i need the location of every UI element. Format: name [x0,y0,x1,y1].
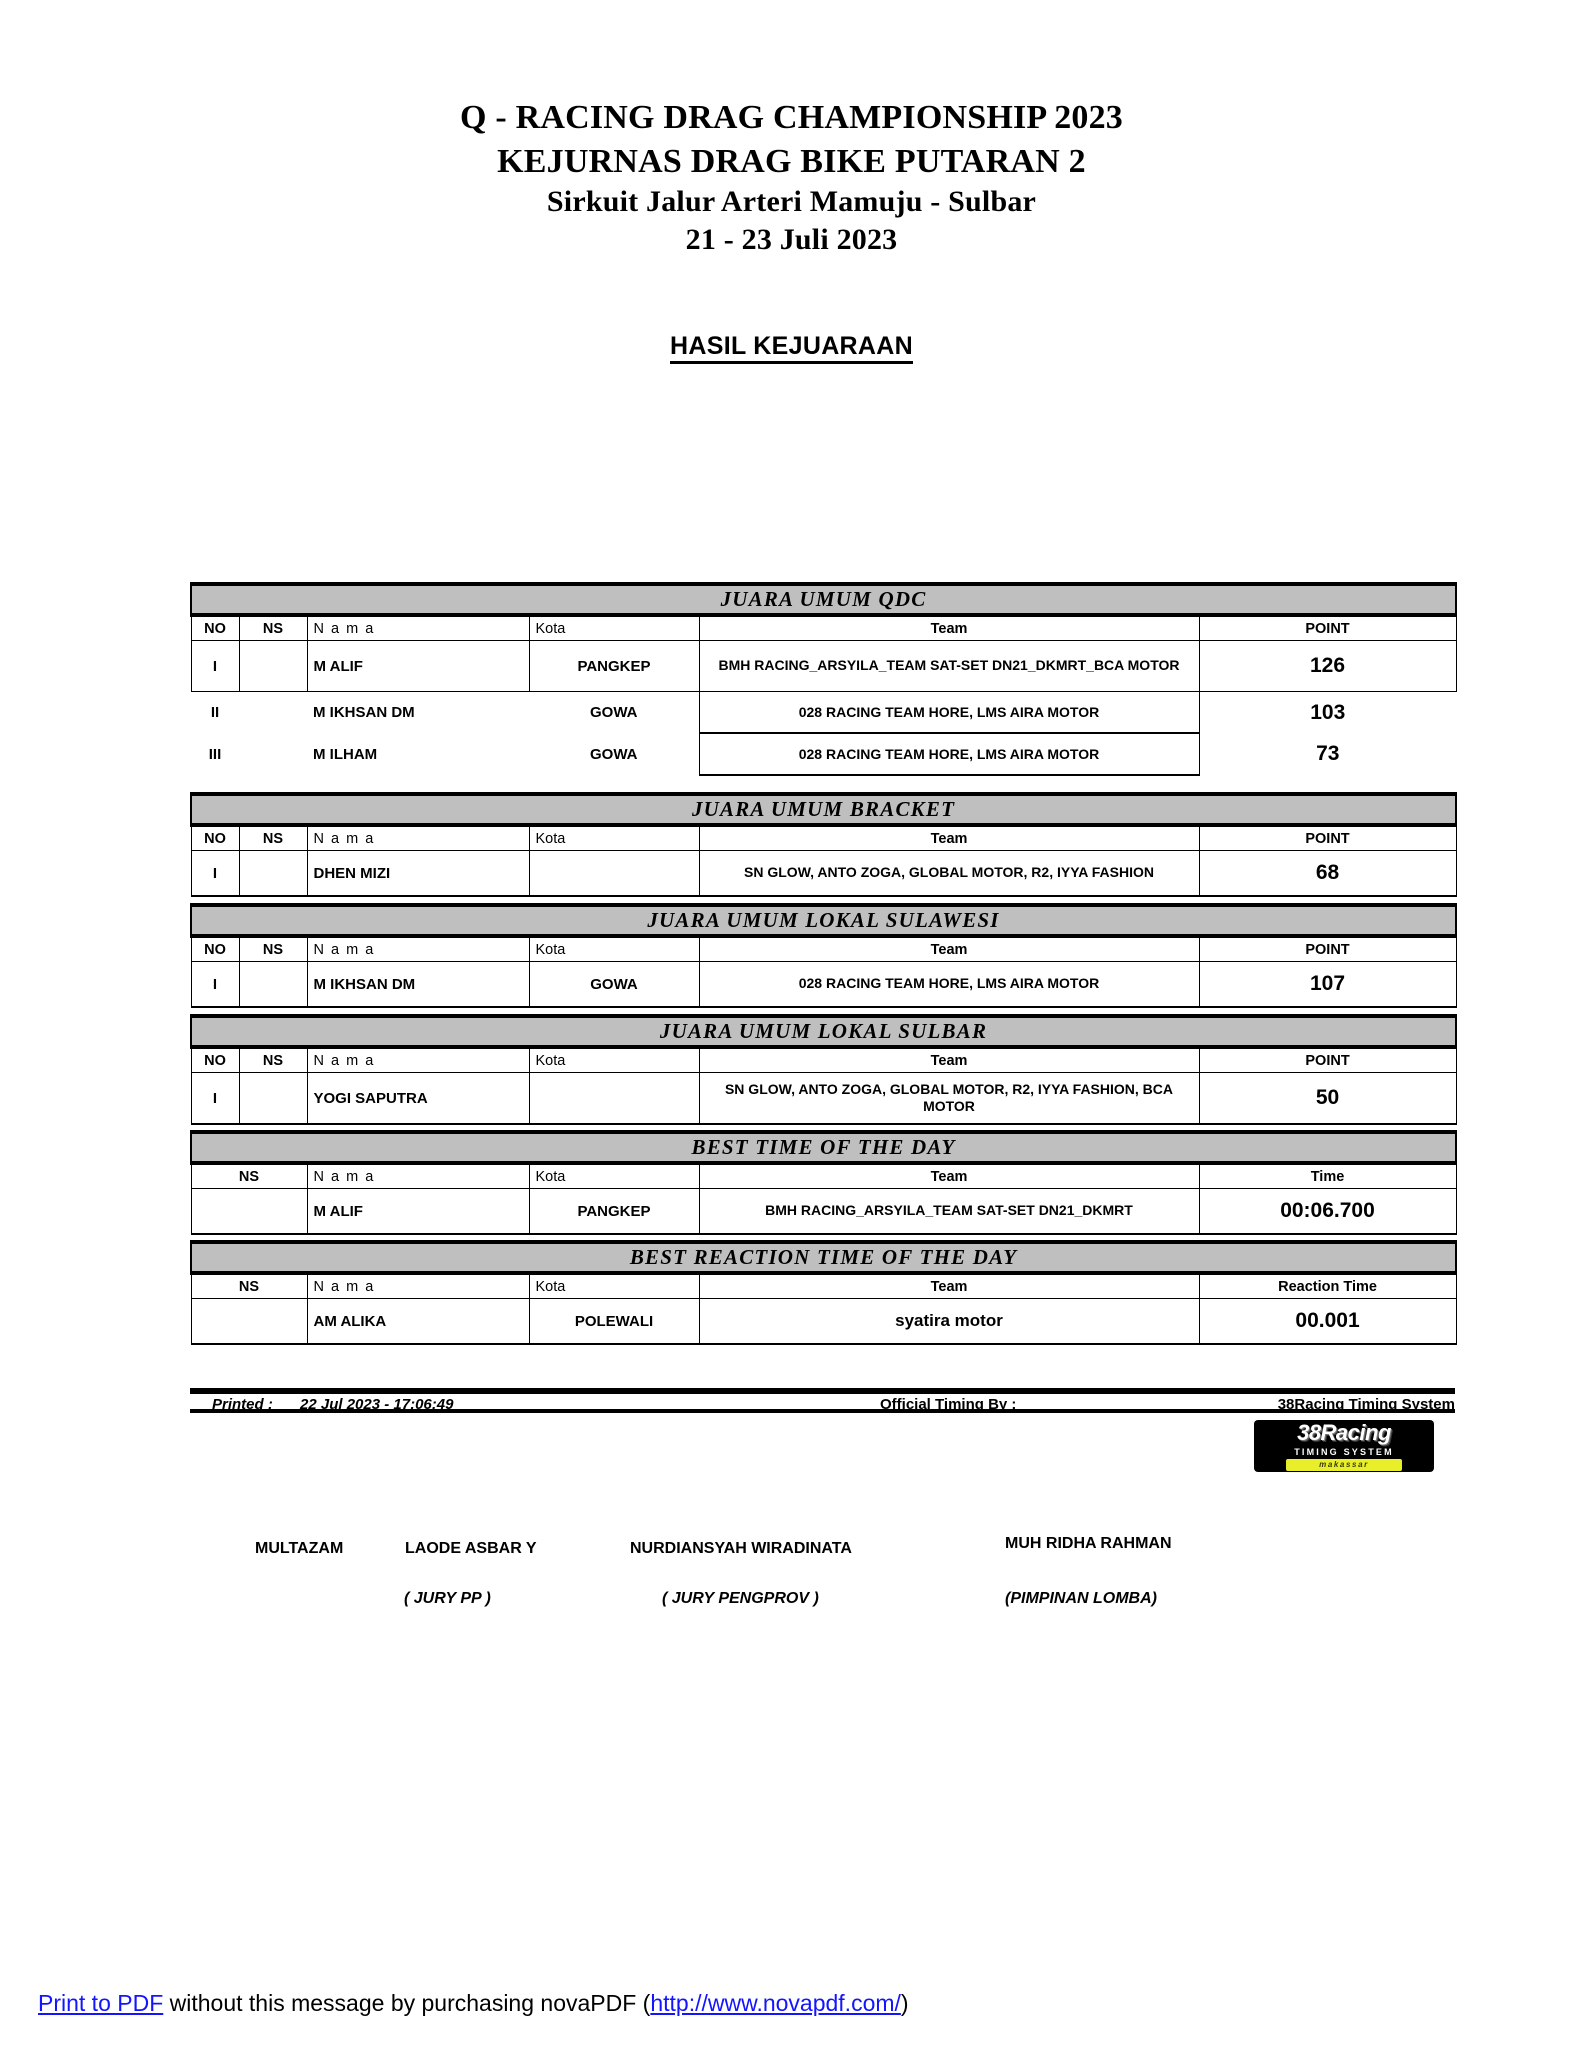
table-best-time-of-the-day [190,1130,1455,1235]
col-header-no: NO [191,936,239,962]
document-title-block [0,96,1583,260]
cell-nama: DHEN MIZI [307,851,529,897]
cell-point: 68 [1199,851,1456,897]
col-header-team: Team [699,1047,1199,1073]
col-header-ns: NS [239,1047,307,1073]
signature-name-pimpinan-lomba: MUH RIDHA RAHMAN [1005,1535,1172,1552]
cell-no: II [210,704,220,721]
cell-ns [239,1073,307,1125]
col-header-time: Time [1199,1163,1456,1189]
table-juara-umum-bracket [190,792,1455,897]
cell-no: I [191,1073,239,1125]
cell-nama: AM ALIKA [307,1299,529,1345]
cell-kota: POLEWALI [529,1299,699,1345]
cell-point: 126 [1199,641,1456,692]
official-timing-by-label: Official Timing By : [880,1396,1017,1413]
col-header-nama: N a m a [307,1273,529,1299]
cell-point: 107 [1199,962,1456,1008]
cell-nama: M IKHSAN DM [313,704,415,721]
table-band-label: JUARA UMUM BRACKET [191,794,1456,825]
print-to-pdf-link[interactable]: Print to PDF [38,1990,164,2016]
table-row [191,1073,1456,1125]
cell-no: I [191,851,239,897]
table-band-label: BEST REACTION TIME OF THE DAY [191,1242,1456,1273]
cell-kota: GOWA [590,704,638,721]
signature-name-jury-pengprov: NURDIANSYAH WIRADINATA [630,1540,852,1557]
col-header-ns: NS [239,936,307,962]
cell-reaction-time: 00.001 [1199,1299,1456,1345]
col-header-no: NO [191,1047,239,1073]
cell-kota: PANGKEP [529,1189,699,1235]
signature-name-jury-pp-2: LAODE ASBAR Y [405,1540,537,1557]
signature-area [190,1535,1455,1670]
col-header-no: NO [191,615,239,641]
col-header-team: Team [699,1163,1199,1189]
cell-nama: M ALIF [307,641,529,692]
table-juara-umum-lokal-sulbar [190,1014,1455,1125]
table-header-row [191,1273,1456,1299]
table-band-label: BEST TIME OF THE DAY [191,1132,1456,1163]
novapdf-banner-text: without this message by purchasing novaPDF ( [163,1990,651,2016]
cell-kota [529,1073,699,1125]
col-header-team: Team [699,936,1199,962]
cell-kota: GOWA [590,745,638,763]
cell-team: 028 RACING TEAM HORE, LMS AIRA MOTOR [699,733,1199,775]
table-best-reaction-time-of-the-day [190,1240,1455,1345]
col-header-nama: N a m a [307,1163,529,1189]
col-header-point: POINT [1199,615,1456,641]
table-band [191,1242,1456,1273]
novapdf-url-link[interactable]: http://www.novapdf.com/ [650,1990,901,2016]
title-line-4: 21 - 23 Juli 2023 [685,223,898,257]
cell-ns [191,1189,307,1235]
col-header-kota: Kota [529,615,699,641]
title-line-3: Sirkuit Jalur Arteri Mamuju - Sulbar [546,185,1037,219]
table-header-row [191,936,1456,962]
page-subtitle [0,332,1583,361]
cell-ns [239,692,307,734]
racing-timing-logo [1254,1420,1434,1472]
page-subtitle-text: HASIL KEJUARAAN [670,332,913,364]
table-header-row [191,1163,1456,1189]
cell-no: I [191,641,239,692]
cell-team: syatira motor [699,1299,1199,1345]
col-header-kota: Kota [529,825,699,851]
col-header-kota: Kota [529,1047,699,1073]
col-header-nama: N a m a [307,615,529,641]
col-header-nama: N a m a [307,936,529,962]
logo-city-text: makassar [1286,1459,1402,1471]
table-band [191,584,1456,615]
cell-team: SN GLOW, ANTO ZOGA, GLOBAL MOTOR, R2, IYYA FASHION [699,851,1199,897]
table-row [191,692,1456,734]
footer-divider-top [190,1388,1455,1394]
table-band [191,1132,1456,1163]
cell-nama: M ALIF [307,1189,529,1235]
cell-no: III [208,745,222,763]
cell-no: I [191,962,239,1008]
signature-name-jury-pp-1: MULTAZAM [255,1540,344,1557]
signature-role-jury-pp: ( JURY PP ) [404,1590,491,1607]
cell-ns [191,1299,307,1345]
col-header-kota: Kota [529,936,699,962]
table-header-row [191,825,1456,851]
printed-timestamp: 22 Jul 2023 - 17:06:49 [300,1396,454,1413]
table-row [191,733,1456,775]
cell-team: SN GLOW, ANTO ZOGA, GLOBAL MOTOR, R2, IYYA FASHION, BCA MOTOR [699,1073,1199,1125]
cell-kota: GOWA [529,962,699,1008]
cell-ns [239,641,307,692]
cell-ns [239,962,307,1008]
table-band [191,905,1456,936]
table-header-row [191,1047,1456,1073]
footer-printed-row [190,1396,1455,1420]
table-header-row [191,615,1456,641]
cell-time: 00:06.700 [1199,1189,1456,1235]
table-band [191,794,1456,825]
col-header-nama: N a m a [307,1047,529,1073]
cell-kota: PANGKEP [529,641,699,692]
col-header-kota: Kota [529,1163,699,1189]
col-header-no: NO [191,825,239,851]
table-row [191,1299,1456,1345]
table-band [191,1016,1456,1047]
cell-nama: M ILHAM [313,745,378,763]
cell-team: 028 RACING TEAM HORE, LMS AIRA MOTOR [699,692,1199,734]
col-header-team: Team [699,825,1199,851]
col-header-team: Team [699,615,1199,641]
cell-kota [529,851,699,897]
col-header-point: POINT [1199,936,1456,962]
cell-nama: YOGI SAPUTRA [307,1073,529,1125]
col-header-ns: NS [239,615,307,641]
title-line-1: Q - RACING DRAG CHAMPIONSHIP 2023 [460,99,1123,136]
cell-team: 028 RACING TEAM HORE, LMS AIRA MOTOR [699,962,1199,1008]
table-row [191,851,1456,897]
printed-label: Printed : [212,1396,273,1413]
table-row [191,962,1456,1008]
cell-nama: M IKHSAN DM [307,962,529,1008]
signature-role-jury-pengprov: ( JURY PENGPROV ) [662,1590,819,1607]
col-header-ns: NS [239,825,307,851]
table-juara-umum-lokal-sulawesi [190,903,1455,1008]
signature-role-pimpinan-lomba: (PIMPINAN LOMBA) [1005,1590,1157,1607]
col-header-ns: NS [191,1273,307,1299]
cell-point: 103 [1310,700,1346,724]
cell-point: 50 [1199,1073,1456,1125]
col-header-point: POINT [1199,825,1456,851]
col-header-kota: Kota [529,1273,699,1299]
novapdf-banner [38,1990,909,2017]
timing-system-name: 38Racing Timing System [1277,1396,1455,1413]
logo-main-text: 38Racing [1297,1420,1391,1445]
cell-team: BMH RACING_ARSYILA_TEAM SAT-SET DN21_DKMRT_BCA MOTOR [699,641,1199,692]
cell-point: 73 [1316,742,1340,765]
table-band-label: JUARA UMUM LOKAL SULAWESI [191,905,1456,936]
title-line-2: KEJURNAS DRAG BIKE PUTARAN 2 [497,142,1086,180]
cell-ns [239,851,307,897]
novapdf-close-paren: ) [900,1990,909,2016]
col-header-reaction-time: Reaction Time [1199,1273,1456,1299]
logo-sub-text: TIMING SYSTEM [1294,1447,1394,1457]
cell-ns [239,733,307,775]
col-header-point: POINT [1199,1047,1456,1073]
col-header-team: Team [699,1273,1199,1299]
cell-team: BMH RACING_ARSYILA_TEAM SAT-SET DN21_DKMRT [699,1189,1199,1235]
col-header-ns: NS [191,1163,307,1189]
table-band-label: JUARA UMUM QDC [191,584,1456,615]
table-row [191,641,1456,692]
table-band-label: JUARA UMUM LOKAL SULBAR [191,1016,1456,1047]
col-header-nama: N a m a [307,825,529,851]
table-row [191,1189,1456,1235]
table-juara-umum-qdc [190,582,1455,776]
